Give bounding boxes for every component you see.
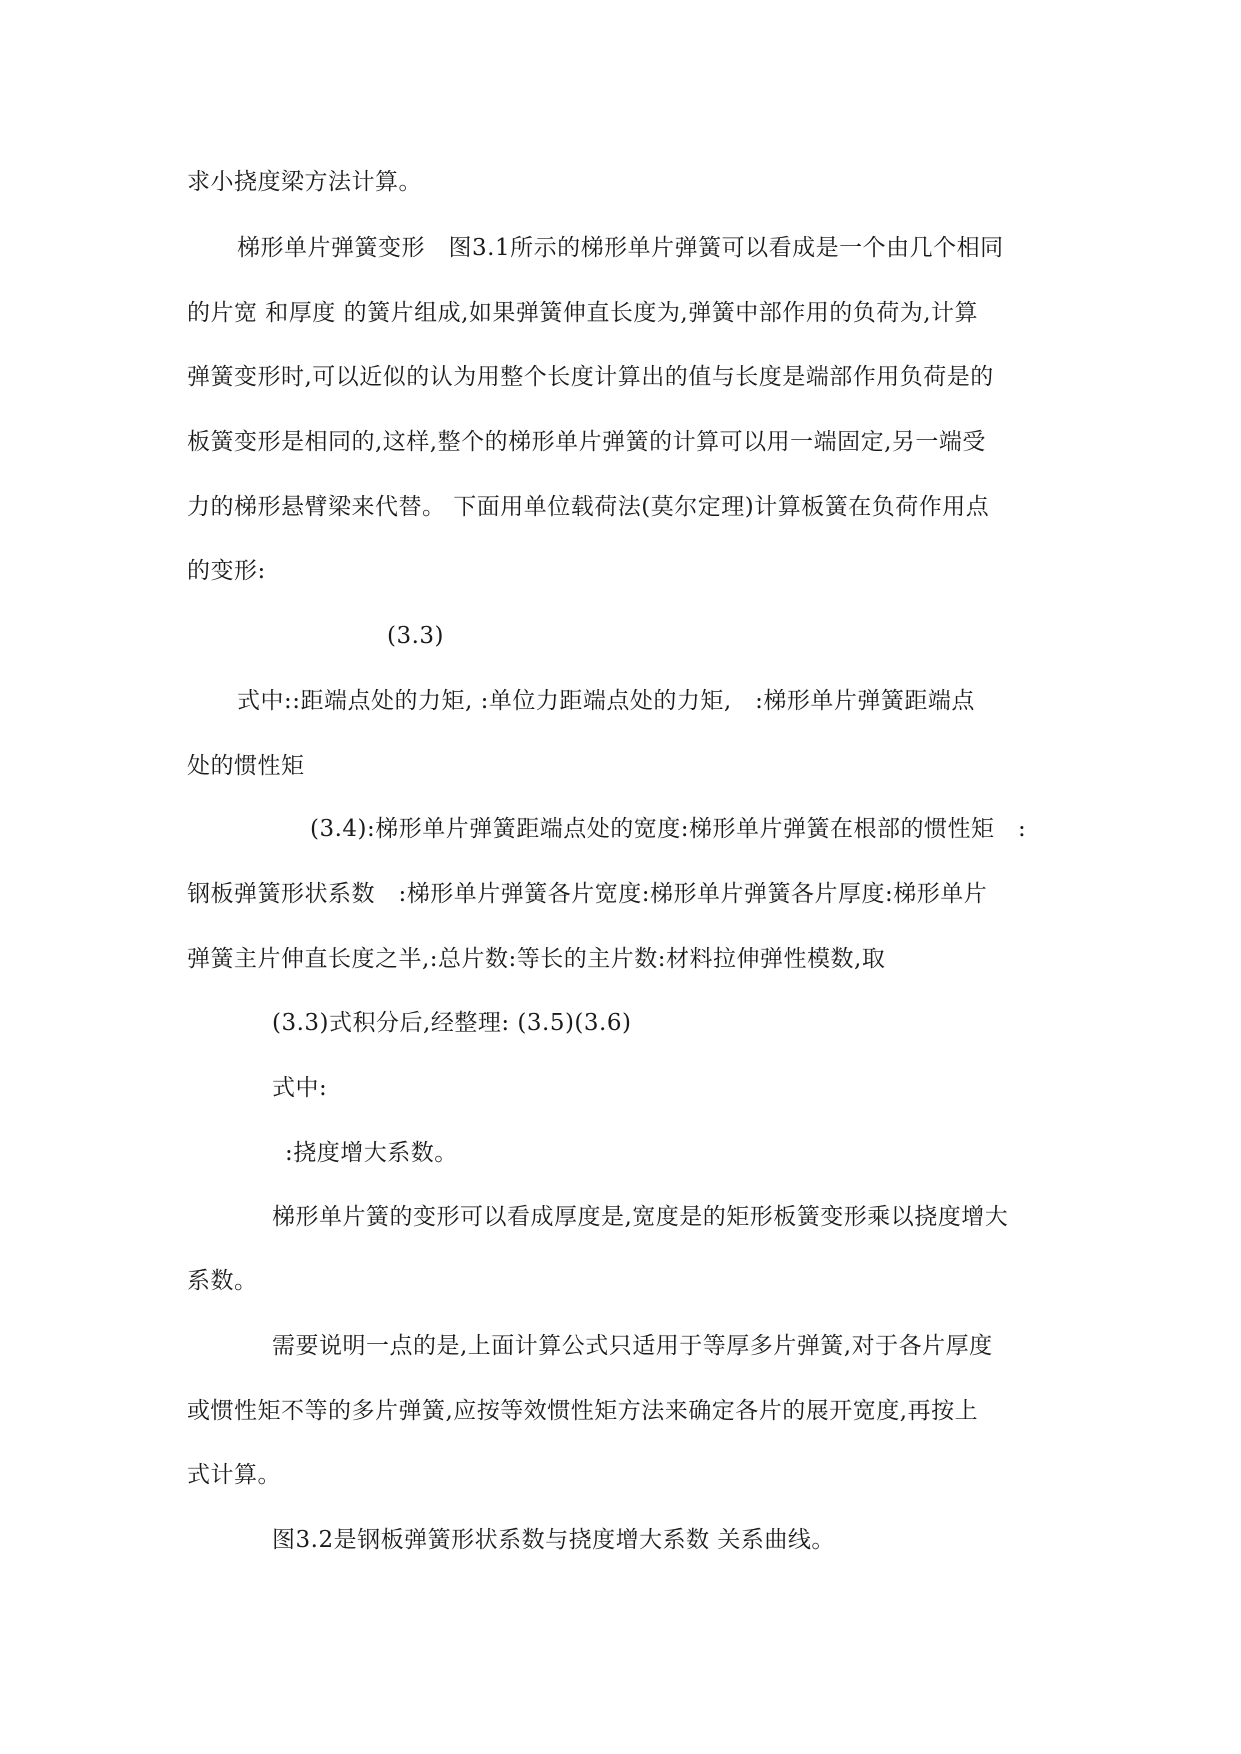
text-line: 式中: [272,1075,328,1101]
text-line: 求小挠度梁方法计算。 [187,169,422,195]
equation-number: (3.3) [387,623,445,649]
text-line: 板簧变形是相同的,这样,整个的梯形单片弹簧的计算可以用一端固定,另一端受 [187,429,986,455]
text-line: (3.4):梯形单片弹簧距端点处的宽度:梯形单片弹簧在根部的惯性矩 : [310,816,1027,842]
text-line: 处的惯性矩 [187,753,305,779]
text-line: 钢板弹簧形状系数 :梯形单片弹簧各片宽度:梯形单片弹簧各片厚度:梯形单片 [187,881,988,907]
text-line: 弹簧主片伸直长度之半,:总片数:等长的主片数:材料拉伸弹性模数,取 [187,946,886,972]
text-line: 梯形单片簧的变形可以看成厚度是,宽度是的矩形板簧变形乘以挠度增大 [272,1204,1009,1230]
figure-reference-line: 图3.2是钢板弹簧形状系数与挠度增大系数 关系曲线。 [272,1527,835,1553]
text-line: 的片宽 和厚度 的簧片组成,如果弹簧伸直长度为,弹簧中部作用的负荷为,计算 [187,300,979,326]
paragraph-heading-line: 梯形单片弹簧变形 图3.1所示的梯形单片弹簧可以看成是一个由几个相同 [237,235,1004,261]
text-line: 系数。 [187,1268,258,1294]
text-line: 需要说明一点的是,上面计算公式只适用于等厚多片弹簧,对于各片厚度 [272,1333,993,1359]
text-line: (3.3)式积分后,经整理: (3.5)(3.6) [272,1010,632,1036]
text-line: 弹簧变形时,可以近似的认为用整个长度计算出的值与长度是端部作用负荷是的 [187,364,994,390]
text-line: :挠度增大系数。 [285,1140,458,1166]
text-line: 式中::距端点处的力矩, :单位力距端点处的力矩, :梯形单片弹簧距端点 [237,688,975,714]
text-line: 的变形: [187,558,266,584]
text-line: 或惯性矩不等的多片弹簧,应按等效惯性矩方法来确定各片的展开宽度,再按上 [187,1398,979,1424]
text-line: 式计算。 [187,1462,281,1488]
text-line: 力的梯形悬臂梁来代替。 下面用单位载荷法(莫尔定理)计算板簧在负荷作用点 [187,494,990,520]
